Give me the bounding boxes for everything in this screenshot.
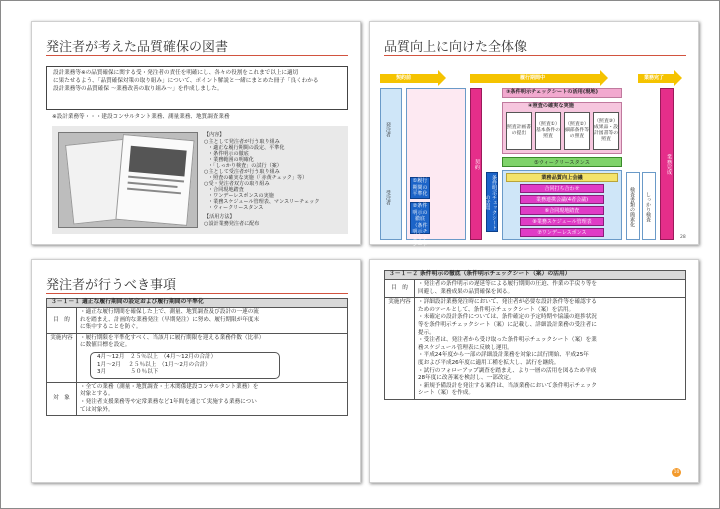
contents-item: ・ウィークリースタンス xyxy=(208,205,264,211)
intro-line-2: に果たせるよう、「品質確保対策の取り組み」について、ポイント解説と一緒にまとめた冊子「良くわかる xyxy=(53,78,319,84)
slide-overall-picture xyxy=(369,21,699,255)
contract-column: 契約 xyxy=(470,88,482,240)
meeting-item: ⑥合同現地踏査 xyxy=(520,206,604,215)
meeting-item: ⑧業務スケジュール管理表 xyxy=(520,217,604,226)
info-table xyxy=(46,307,348,416)
target-ratios: 4月～12月 ２５％以上 （4月～12月の合計） 1月～2月 ２５％以上 （1月～2月の合計） 3月 ５０％以下 xyxy=(90,352,280,379)
item-5: ⑤ウィークリースタンス xyxy=(502,157,622,167)
intro-box xyxy=(46,66,348,110)
intro-line-3: 設計業務等の品質確保 ～業務改善の取り組み～」を作成しました。 xyxy=(53,86,223,92)
row-label: 対 象 xyxy=(47,382,77,415)
completion-column: 業務完成 xyxy=(660,88,674,240)
info-table xyxy=(384,279,686,400)
check-box: （照査③）成果品・設計図書等の照査 xyxy=(593,112,619,150)
page-number: 10 xyxy=(673,470,680,475)
item-condition: ②条件明示の徹底（条件明示チェックシートの活用） xyxy=(411,203,432,255)
row-value: ・発注者の条件明示の遅延等による履行期間の圧迫、作業の手戻り等を 回避し、業務成果の品質確保を図る。 xyxy=(415,280,686,298)
meeting-item: 合同打ち合わせ xyxy=(520,184,604,193)
section-title: ３－１－１ 適正な履行期間の設定および履行期間の平準化 xyxy=(51,299,204,305)
table-row xyxy=(47,382,348,415)
item-4: ④照査の確実な実施 xyxy=(528,103,574,109)
section-header xyxy=(46,298,348,307)
slide-title: 発注者が行うべき事項 xyxy=(46,278,177,293)
row-value: ・詳細設計業務発注時において、発注者が必要な設計条件等を確認する ためのツールとして、条件明示チェックシート（案）を活用。 ・未確定の設計条件については、条件確定の予定時期や協議の進捗状況 等を条件明示チェックシート（案）に記載し、詳細設計業務の受注者に 提示。 ・受注者は、発注者から受け取った条件明示チェックシート（案）を業 務スケジュール管理表に反映し運用。 ・平成24年度から一部の詳細設計業務を対象に試行開始、平成25年 度および平成26年度に適用工種を拡大し、試行を継続。 ・試行のフォローアップ調査を踏まえ、より一層の活用を図るため平成 28年度に改善案を検討し、一部改定。 ・新規予備設計を発注する案件は、当該業務において条件明示チェック シート（案）を作成。 xyxy=(415,298,686,400)
thorough-check-label: しっかり検査 xyxy=(645,192,651,222)
contents-item: ・ワンデーレスポンスの実施 xyxy=(208,193,274,199)
contents-item: ○受・発注者双方の取り組み xyxy=(204,181,270,187)
row-label: 実施内容 xyxy=(385,298,415,400)
booklet-panel xyxy=(52,126,348,234)
phase-before-label: 契約前 xyxy=(396,75,412,81)
row-value: ・全ての業務（測量・地質調査・土木関係建設コンサルタント業務）を 対象とする。 ・発注者支援業務等や定常業務など1年間を通じて実施する業務につい ては対象外。 xyxy=(77,382,348,415)
table-row xyxy=(385,280,686,298)
usage-text: ○設計業務発注者に配布 xyxy=(204,221,260,227)
title-rule xyxy=(46,55,348,56)
item-3: ③条件明示チェックシートの活用(現地) xyxy=(506,89,598,95)
contents-item: ・適正な履行期間の設定、平準化 xyxy=(208,145,285,151)
row-label: 目 的 xyxy=(385,280,415,298)
slide-title: 発注者が考えた品質確保の図書 xyxy=(46,40,229,55)
side-panel xyxy=(380,88,402,240)
row-label: 実施内容 xyxy=(47,333,77,382)
section-title: ３－１－２ 条件明示の徹底（条件明示チェックシート（案）の活用） xyxy=(389,271,571,277)
section-header xyxy=(384,270,686,279)
check-box: （照査①）基本条件の照査 xyxy=(535,112,561,150)
title-rule xyxy=(384,55,686,56)
intro-note: ※設計業務等・・・建設コンサルタント業務、測量業務、地質調査業務 xyxy=(52,114,230,120)
contents-item: ・条件明示の徹底 xyxy=(208,151,249,157)
row-value: ・適正な履行期間を確保した上で、測量、地質調査及び設計の一連の流 れを踏まえ、計画的な業務発注（早期発注）に努め、履行期限が年度末 に集中することを防ぐ。 xyxy=(77,308,348,334)
phase-during-label: 履行期間中 xyxy=(520,75,546,81)
booklet-photo xyxy=(58,132,198,228)
contents-item: ・業務スケジュール管理表、マンスリーチェック xyxy=(208,199,320,205)
contents-item: ・照査の確実な実施（「赤黄チェック」等） xyxy=(208,175,308,181)
meeting-item: 業務連携会議(4者会議) xyxy=(520,195,604,204)
meeting-header: 業務品質向上会議 xyxy=(506,173,618,182)
usage-header: 【活用方法】 xyxy=(204,214,235,220)
title-rule xyxy=(46,293,348,294)
slide-quality-booklet xyxy=(31,21,361,245)
contents-item: ・業務範囲の明確化 xyxy=(208,157,254,163)
slide-title: 品質向上に向けた全体像 xyxy=(384,40,528,55)
check-box: 照査計画書の提出 xyxy=(506,112,532,150)
check-box: （照査②）細部条件等の照査 xyxy=(564,112,590,150)
item-leveling: ①履行期間の平準化 xyxy=(410,177,430,199)
table-row xyxy=(385,298,686,400)
inspection-label: 検査書類の簡素化 xyxy=(629,187,635,227)
contents-item: ・合同現地踏査 xyxy=(208,187,244,193)
intro-line-1: 設計業務等※の品質確保に関する受・発注者の責任を明確にし、各々の役割をこれまで以上に適切 xyxy=(53,70,299,76)
slide-orderer-tasks xyxy=(31,259,361,483)
row-label: 目 的 xyxy=(47,308,77,334)
contents-header: 【内容】 xyxy=(204,132,225,138)
orderer-label: 発注者 xyxy=(385,121,391,137)
condition-sheet-column: 条件明示チェックシートの活用 xyxy=(486,172,498,232)
contents-item: ○主として受注者が行う取り組み xyxy=(204,169,280,175)
meeting-item: ⑦ワンデーレスポンス xyxy=(520,228,604,237)
contractor-label: 受注者 xyxy=(385,189,391,205)
page-number: 28 xyxy=(680,235,686,240)
table-row xyxy=(47,308,348,334)
contents-item: ○主として発注者が行う取り組み xyxy=(204,139,280,145)
slide-condition-sheet xyxy=(369,259,699,483)
table-row xyxy=(47,333,348,382)
row-value: ・履行期限を平準化すべく、当該月に履行期限を迎える業務件数（比率） に数値目標を設定。 4月～12月 ２５％以上 （4月～12月の合計） 1月～2月 ２５％以上 （1月～2月の合計） 3月 ５０％以下 xyxy=(77,333,348,382)
phase-after-label: 業務完了 xyxy=(644,75,665,81)
contents-item: ・「しっかり検査」の試行（案） xyxy=(208,163,282,169)
